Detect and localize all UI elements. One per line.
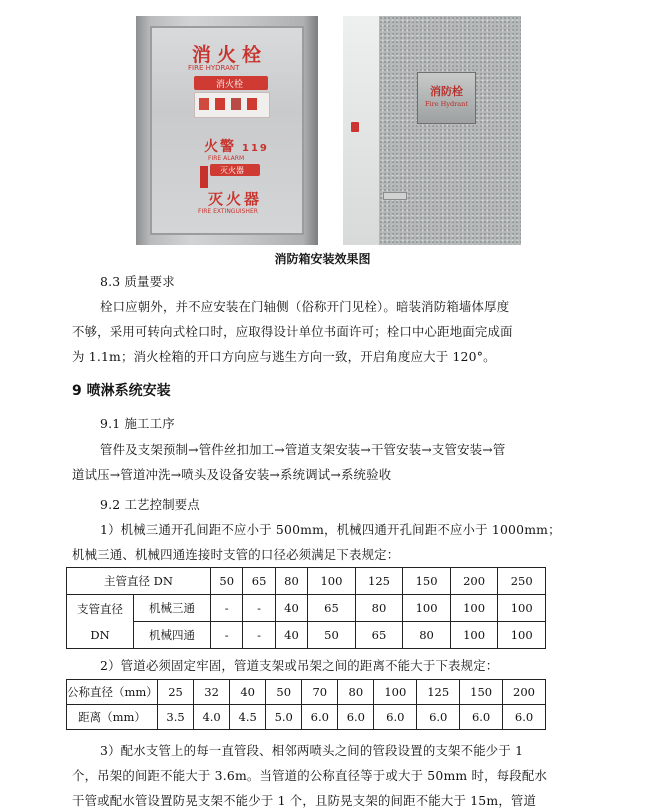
row-label: 距离（mm） (67, 705, 158, 730)
table-cell: 100 (450, 622, 498, 649)
section-9-1-heading: 9.1 施工工序 (100, 416, 175, 431)
table-cell: 80 (403, 622, 451, 649)
extinguisher-badge-label: 灭火器 (220, 166, 244, 175)
cabinet-door (150, 26, 304, 235)
table-cell: 6.0 (338, 705, 374, 730)
branch-label-line-2: DN (90, 627, 110, 642)
alarm-button-icon (351, 122, 359, 132)
table-cell: 250 (498, 568, 546, 595)
hydrant-badge (194, 76, 268, 90)
table-cell: 6.0 (460, 705, 503, 730)
extinguisher-sign: 灭火器 (208, 190, 263, 208)
table-row (67, 595, 546, 622)
hydrant-badge-label: 消火栓 (216, 80, 244, 90)
table-cell: 100 (308, 568, 356, 595)
table-cell: 40 (230, 680, 266, 705)
s91-line-2: 道试压→管道冲洗→喷头及设备安装→系统调试→系统验收 (72, 467, 392, 482)
s83-line-2: 不够，采用可转向式栓口时，应取得设计单位书面许可；栓口中心距地面完成面 (72, 324, 513, 339)
s83-line-3: 为 1.1m；消火栓箱的开口方向应与逃生方向一致，开启角度应大于 120°。 (72, 349, 496, 364)
fire-alarm-label: 火警 (204, 139, 236, 155)
table-cell: 100 (374, 680, 417, 705)
table-cell: 65 (243, 568, 275, 595)
s83-line-1: 栓口应朝外，并不应安装在门轴侧（俗称开门见栓）。暗装消防箱墙体厚度 (100, 299, 510, 314)
table-cell: 25 (158, 680, 194, 705)
table-cell: 150 (460, 680, 503, 705)
extinguisher-badge (210, 164, 260, 176)
row-label: 机械四通 (134, 622, 211, 649)
stone-wall-hydrant-photo (343, 16, 521, 245)
table-cell: 4.5 (230, 705, 266, 730)
table-cell: 200 (450, 568, 498, 595)
table-cell: 65 (355, 622, 403, 649)
table-cell: - (211, 595, 243, 622)
table-cell: 150 (403, 568, 451, 595)
fire-hydrant-cabinet-photo (136, 16, 318, 245)
instruction-icons (194, 92, 270, 118)
hydrant-plate (417, 72, 476, 124)
table-cell: - (243, 622, 275, 649)
figure-caption: 消防箱安装效果图 (274, 252, 371, 266)
table-cell: 5.0 (266, 705, 302, 730)
table-row (67, 680, 546, 705)
table-cell: 4.0 (194, 705, 230, 730)
table-cell: 50 (211, 568, 243, 595)
table-cell: 40 (275, 622, 307, 649)
extinguisher-en: FIRE EXTINGUISHER (198, 208, 258, 215)
table-cell: 65 (308, 595, 356, 622)
row-label: 机械三通 (134, 595, 211, 622)
wall-edge (343, 16, 379, 245)
cabinet-title-en: FIRE HYDRANT (188, 64, 240, 72)
s92-p3-line-1: 3）配水支管上的每一直管段、相邻两喷头之间的管段设置的支架不能少于 1 (100, 743, 524, 758)
s92-p3-line-2: 个，吊架的间距不能大于 3.6m。当管道的公称直径等于或大于 50mm 时，每段配水 (72, 768, 548, 783)
s92-p1-line-1: 1）机械三通开孔间距不应小于 500mm，机械四通开孔间距不应小于 1000mm； (100, 522, 561, 537)
s91-line-1: 管件及支架预制→管件丝扣加工→管道支架安装→干管安装→支管安装→管 (100, 442, 506, 457)
plate-label: 消防栓 (430, 85, 463, 98)
table-cell: 40 (275, 595, 307, 622)
s92-p1-line-2: 机械三通、机械四通连接时支管的口径必须满足下表规定： (72, 547, 400, 562)
s92-p2-line: 2）管道必须固定牢固，管道支架或吊架之间的距离不能大于下表规定： (100, 658, 499, 673)
cabinet-title: 消火栓 (192, 44, 268, 66)
section-8-3-heading: 8.3 质量要求 (100, 274, 175, 289)
branch-pipe-label (67, 595, 134, 649)
row-label: 公称直径（mm） (67, 680, 158, 705)
table-cell: 50 (266, 680, 302, 705)
table-cell: 32 (194, 680, 230, 705)
table-cell: 6.0 (417, 705, 460, 730)
branch-label-line-1: 支管直径 (77, 601, 123, 616)
main-pipe-label: 主管直径 DN (67, 568, 211, 595)
extinguisher-icon (200, 166, 208, 188)
table-cell: 50 (308, 622, 356, 649)
fire-alarm-number: 119 (242, 143, 269, 154)
table-row (67, 568, 546, 595)
table-cell: 125 (355, 568, 403, 595)
branch-pipe-table (66, 567, 546, 649)
table-cell: 6.0 (302, 705, 338, 730)
table-cell: 6.0 (503, 705, 546, 730)
table-cell: 80 (355, 595, 403, 622)
section-9-heading: 9 喷淋系统安装 (72, 383, 171, 399)
table-cell: 80 (275, 568, 307, 595)
table-cell: - (211, 622, 243, 649)
table-cell: 70 (302, 680, 338, 705)
table-cell: 80 (338, 680, 374, 705)
fire-alarm-sign (204, 136, 269, 156)
table-cell: 6.0 (374, 705, 417, 730)
table-row (67, 622, 546, 649)
table-cell: - (243, 595, 275, 622)
support-spacing-table (66, 679, 546, 730)
plate-label-en: Fire Hydrant (425, 100, 468, 108)
table-cell: 100 (450, 595, 498, 622)
table-cell: 100 (498, 595, 546, 622)
s92-p3-line-3: 干管或配水管设置防晃支架不能少于 1 个，且防晃支架的间距不能大于 15m，管道 (72, 793, 537, 808)
table-cell: 100 (498, 622, 546, 649)
table-cell: 3.5 (158, 705, 194, 730)
table-cell: 200 (503, 680, 546, 705)
section-9-2-heading: 9.2 工艺控制要点 (100, 497, 200, 512)
door-handle (383, 192, 407, 200)
fire-alarm-en: FIRE ALARM (208, 155, 245, 162)
table-cell: 100 (403, 595, 451, 622)
table-cell: 125 (417, 680, 460, 705)
table-row (67, 705, 546, 730)
